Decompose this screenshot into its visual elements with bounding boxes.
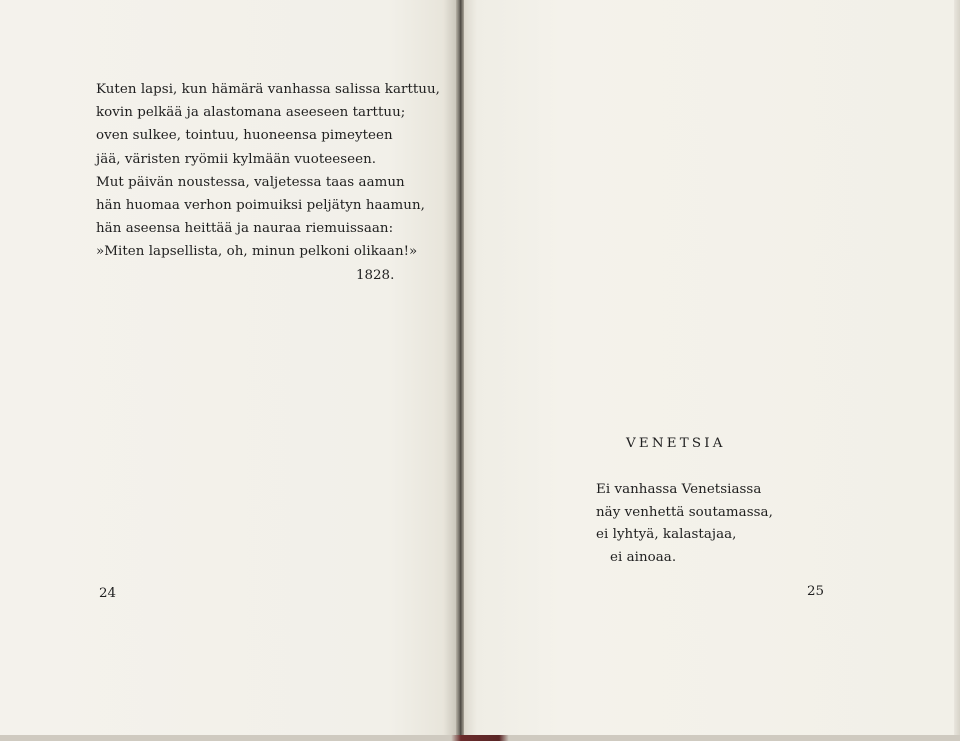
right-page — [462, 0, 960, 741]
poem-stanza-venetsia — [596, 479, 796, 569]
poem-title: VENETSIA — [626, 436, 726, 451]
poem-line: hän aseensa heittää ja nauraa riemuissaan: — [96, 221, 394, 237]
poem-stanza — [96, 78, 440, 264]
page-number-left: 24 — [99, 586, 117, 601]
left-page — [0, 0, 457, 741]
poem-line: Kuten lapsi, kun hämärä vanhassa salissa karttuu, — [96, 82, 440, 97]
poem-year: 1828. — [356, 268, 395, 283]
poem-line: »Miten lapsellista, oh, minun pelkoni olikaan!» — [96, 244, 418, 260]
poem-line: oven sulkee, tointuu, huoneensa pimeyteen — [96, 128, 393, 144]
poem-line: ei ainoaa. — [610, 549, 677, 565]
poem-line: hän huomaa verhon poimuiksi peljätyn haamun, — [96, 198, 425, 214]
poem-line: Mut päivän noustessa, valjetessa taas aamun — [96, 174, 405, 190]
page-edge — [954, 0, 960, 741]
page-number-right: 25 — [807, 584, 825, 599]
book-spine-gutter — [456, 0, 464, 741]
poem-line: näy venhettä soutamassa, — [596, 504, 773, 520]
poem-line: kovin pelkää ja alastomana aseeseen tarttuu; — [96, 105, 406, 121]
poem-line: jää, väristen ryömii kylmään vuoteeseen. — [96, 151, 377, 167]
poem-line: Ei vanhassa Venetsiassa — [596, 482, 762, 497]
book-bottom-edge — [0, 735, 960, 741]
poem-line: ei lyhtyä, kalastajaa, — [596, 527, 737, 542]
